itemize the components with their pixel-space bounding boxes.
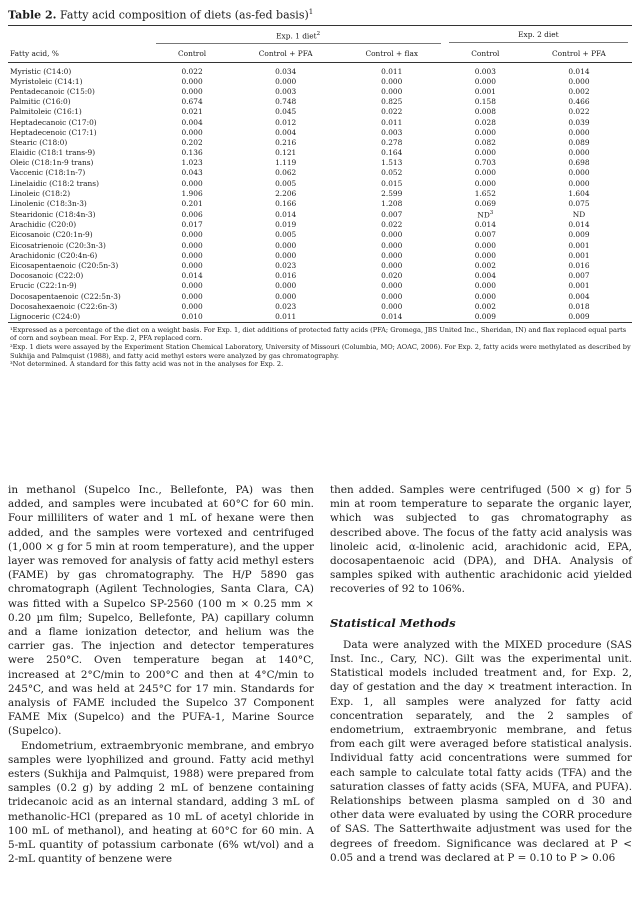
column-header: Control + flax — [339, 47, 445, 63]
table-cell: 0.045 — [275, 107, 297, 117]
fatty-acid-name: Pentadecanoic (C15:0) — [10, 86, 95, 96]
table-caption: Fatty acid composition of diets (as-fed basis) — [59, 8, 309, 22]
right-paragraph-2: Data were analyzed with the MIXED procedure (SAS Inst. Inc., Cary, NC). Gilt was the experimental unit. Statistical models included treatment and, for Exp. 2, day of gestation and the day × treatment interaction. In Exp. 1, all samples were analyzed for fatty acid concentration separately, and the 2 samples of endometrium, extraembryonic membrane, and fetus from each gilt were averaged before statistical analysis. Individual fatty acid concentrations were summed for each sample to calculate total fatty acids (TFA) and the saturation classes of fatty acids (SFA, MUFA, and PUFA). Relationships between plasma sampled on d 30 and other data were evaluated by using the CORR procedure of SAS. The Satterthwaite adjustment was used for the degrees of freedom. Significance was declared at P < 0.05 and a trend was declared at P = 0.10 to P > 0.06 — [330, 638, 632, 864]
table-cell: 0.000 — [381, 261, 403, 271]
table-cell: 0.000 — [381, 76, 403, 86]
table-cell: 1.604 — [568, 188, 590, 198]
table-cell: 0.000 — [474, 148, 496, 158]
group-header-exp1: Exp. 1 diet$^2$ — [152, 26, 445, 47]
fatty-acid-name: Linolenic (C18:3n-3) — [10, 199, 87, 209]
table-cell: 0.748 — [275, 97, 297, 107]
column-header: Control + PFA — [526, 47, 632, 63]
table-cell: 0.000 — [181, 127, 203, 137]
column-header-row — [8, 47, 632, 63]
fatty-acid-name: Palmitic (C16:0) — [10, 97, 71, 107]
table-cell: 0.021 — [181, 107, 203, 117]
table-cell: 0.000 — [275, 291, 297, 301]
table-cell: 0.000 — [568, 76, 590, 86]
column-header: Control + PFA — [233, 47, 339, 63]
fatty-acid-name: Heptadecenoic (C17:1) — [10, 127, 97, 137]
table-cell: 0.016 — [568, 261, 590, 271]
table-cell: 0.000 — [275, 250, 297, 260]
table-cell: 0.000 — [275, 240, 297, 250]
table-cell: 0.000 — [381, 250, 403, 260]
table-cell: 0.014 — [181, 271, 203, 281]
fatty-acid-name: Docosapentaenoic (C22:5n-3) — [10, 291, 121, 301]
table-cell: 0.698 — [568, 158, 590, 168]
fatty-acid-name: Vaccenic (C18:1n-7) — [10, 168, 86, 178]
body-text — [8, 483, 632, 895]
table-cell: 0.703 — [474, 158, 496, 168]
table-cell: 0.825 — [381, 97, 403, 107]
table-cell: 1.513 — [381, 158, 403, 168]
table-row — [8, 117, 632, 127]
fatty-acid-name: Eicosapentaenoic (C20:5n-3) — [10, 261, 119, 271]
table-cell: 0.018 — [568, 301, 590, 311]
table-cell: 0.000 — [275, 281, 297, 291]
fatty-acid-name: Linoleic (C18:2) — [10, 188, 71, 198]
table-cell: 0.000 — [381, 240, 403, 250]
table-cell: $ND^3$ — [477, 209, 494, 220]
table-cell: 0.022 — [568, 107, 590, 117]
table-row — [8, 220, 632, 230]
table-cell: 0.466 — [568, 97, 590, 107]
fatty-acid-name: Elaidic (C18:1 trans-9) — [10, 148, 96, 158]
table-cell: 0.015 — [381, 178, 403, 188]
table-cell: 0.002 — [568, 86, 590, 96]
nd-footnote-mark: 3 — [489, 209, 494, 216]
right-paragraph-1: then added. Samples were centrifuged (500 × g) for 5 min at room temperature to separate the organic layer, which was subjected to gas chromatography as described above. The focus of the fatty acid analysis was linoleic acid, α-linolenic acid, arachidonic acid, EPA, docosapentaenoic acid (DPA), and DHA. Analysis of samples spiked with authentic arachidonic acid yielded recoveries of 92 to 106%. — [330, 484, 632, 596]
table-cell: 0.000 — [568, 178, 590, 188]
table-cell: 2.206 — [275, 188, 297, 198]
column-header: Fatty acid, % — [8, 47, 152, 63]
table-cell: 0.052 — [381, 168, 403, 178]
group-header-exp2: Exp. 2 diet — [445, 26, 632, 47]
footnote-3: ³Not determined. A standard for this fatty acid was not in the analyses for Exp. 2. — [10, 360, 284, 369]
table-cell: 0.023 — [275, 301, 297, 311]
table-cell: 0.000 — [181, 76, 203, 86]
table-cell: 0.164 — [381, 148, 403, 158]
fatty-acid-table — [8, 26, 632, 323]
fatty-acid-name: Eicosatrienoic (C20:3n-3) — [10, 240, 106, 250]
fatty-acid-name: Stearic (C18:0) — [10, 137, 68, 147]
table-row — [8, 178, 632, 188]
table-cell: 0.028 — [474, 117, 496, 127]
table-cell: 0.202 — [181, 137, 203, 147]
table-cell: 0.000 — [181, 261, 203, 271]
table-cell: 0.000 — [181, 250, 203, 260]
table-row — [8, 209, 632, 220]
table-cell: 0.022 — [381, 220, 403, 230]
table-cell: 0.136 — [181, 148, 203, 158]
table-row — [8, 189, 632, 199]
table-cell: 0.003 — [275, 86, 297, 96]
table-row — [8, 138, 632, 148]
table-cell: 0.004 — [474, 271, 496, 281]
table-cell: 0.039 — [568, 117, 590, 127]
table-cell: 0.009 — [568, 230, 590, 240]
table-cell: 0.022 — [181, 66, 203, 76]
table-cell: 0.166 — [275, 199, 297, 209]
fatty-acid-name: Linelaidic (C18:2 trans) — [10, 178, 99, 188]
table-cell: 0.012 — [275, 117, 297, 127]
fatty-acid-name: Arachidonic (C20:4n-6) — [10, 250, 98, 260]
table-footnotes — [8, 326, 632, 369]
section-heading: Statistical Methods — [330, 615, 456, 630]
table-cell: 0.000 — [568, 148, 590, 158]
table-cell: 0.004 — [181, 117, 203, 127]
fatty-acid-name: Docosahexaenoic (C22:6n-3) — [10, 301, 118, 311]
table-cell: 1.119 — [275, 158, 297, 168]
table-row — [8, 158, 632, 168]
caption-footnote-mark: 1 — [308, 8, 314, 16]
table-cell: 0.014 — [568, 220, 590, 230]
table-cell: 0.022 — [381, 107, 403, 117]
table-cell: 0.069 — [474, 199, 496, 209]
fatty-acid-name: Erucic (C22:1n-9) — [10, 281, 77, 291]
table-cell: 0.004 — [275, 127, 297, 137]
table-cell: 0.000 — [474, 127, 496, 137]
table-cell: 0.000 — [381, 291, 403, 301]
table-cell: 0.007 — [381, 209, 403, 219]
table-cell: ND — [572, 209, 586, 219]
table-row — [8, 302, 632, 312]
table-row — [8, 199, 632, 209]
table-cell: 0.000 — [474, 250, 496, 260]
table-cell: 0.014 — [275, 209, 297, 219]
table-cell: 0.000 — [568, 127, 590, 137]
table-cell: 1.023 — [181, 158, 203, 168]
table-cell: 0.082 — [474, 137, 496, 147]
table-cell: 0.278 — [381, 137, 403, 147]
table-cell: 0.674 — [181, 97, 203, 107]
table-cell: 0.020 — [381, 271, 403, 281]
fatty-acid-name: Stearidonic (C18:4n-3) — [10, 209, 96, 219]
table-cell: 0.001 — [568, 281, 590, 291]
table-cell: 0.014 — [474, 220, 496, 230]
table-cell: 0.158 — [474, 97, 496, 107]
table-cell: 0.017 — [181, 220, 203, 230]
left-paragraph-2: Endometrium, extraembryonic membrane, and embryo samples were lyophilized and ground. Fatty acid methyl esters (Sukhija and Palmquist, 1988) were prepared from samples (0.2 g) by adding 2 mL of benzene containing tridecanoic acid as an internal standard, adding 3 mL of methanolic-HCl (prepared as 10 mL of acetyl chloride in 100 mL of methanol), and heating at 60°C for 60 min. A 5-mL quantity of potassium carbonate (6% wt/vol) and a 2-mL quantity of benzene were — [8, 739, 314, 866]
table-cell: 0.016 — [275, 271, 297, 281]
table-row — [8, 271, 632, 281]
table-cell: 0.000 — [181, 178, 203, 188]
table-cell: 0.006 — [181, 209, 203, 219]
table-cell: 1.906 — [181, 188, 203, 198]
table-cell: 0.000 — [181, 291, 203, 301]
table-cell: 0.043 — [181, 168, 203, 178]
table-cell: 0.000 — [381, 301, 403, 311]
fatty-acid-name: Lignoceric (C24:0) — [8, 312, 152, 323]
fatty-acid-name: Docosanoic (C22:0) — [10, 271, 84, 281]
table-cell: 1.652 — [474, 188, 496, 198]
table-row — [8, 168, 632, 178]
table-cell: 0.014 — [568, 66, 590, 76]
table-cell: 0.005 — [275, 230, 297, 240]
table-cell: 0.075 — [568, 199, 590, 209]
fatty-acid-name: Arachidic (C20:0) — [10, 220, 77, 230]
table-cell: 0.201 — [181, 199, 203, 209]
table-cell: 0.014 — [339, 312, 445, 323]
table-cell: 0.000 — [474, 76, 496, 86]
table-row — [8, 230, 632, 240]
right-column — [330, 483, 632, 865]
table-row — [8, 148, 632, 158]
table-row — [8, 240, 632, 250]
table-cell: 1.208 — [381, 199, 403, 209]
table-cell: 0.005 — [275, 178, 297, 188]
fatty-acid-name: Heptadecanoic (C17:0) — [10, 117, 97, 127]
table-row — [8, 97, 632, 107]
table-row — [8, 281, 632, 291]
table-cell: 0.004 — [568, 291, 590, 301]
table-cell: 0.019 — [275, 220, 297, 230]
table-cell: 0.000 — [474, 168, 496, 178]
table-label: Table 2. — [8, 8, 57, 22]
table-cell: 0.001 — [568, 240, 590, 250]
table-cell: 0.000 — [181, 301, 203, 311]
table-cell: 0.011 — [381, 117, 403, 127]
table-cell: 0.000 — [181, 240, 203, 250]
table-cell: 0.008 — [474, 107, 496, 117]
fatty-acid-name: Eicosanoic (C20:1n-9) — [10, 230, 93, 240]
table-cell: 0.010 — [152, 312, 233, 323]
table-row — [8, 87, 632, 97]
table-cell: 0.001 — [568, 250, 590, 260]
table-row — [8, 77, 632, 87]
table-cell: 0.000 — [474, 291, 496, 301]
table-cell: 0.002 — [474, 261, 496, 271]
left-paragraph-1: in methanol (Supelco Inc., Bellefonte, PA) was then added, and samples were incubated at 60°C for 60 min. Four milliliters of water and 1 mL of hexane were then added, and the samples were vortexed and centrifuged (1,000 × g for 5 min at room temperature), and the upper layer was removed for analysis of fatty acid methyl esters (FAME) by gas chromatography. The H/P 5890 gas chromatograph (Agilent Technologies, Santa Clara, CA) was fitted with a Supelco SP-2560 (100 m × 0.25 mm × 0.20 µm film; Supelco, Bellefonte, PA) capillary column and a flame ionization detector, and helium was the carrier gas. The injection and detector temperatures were 250°C. Oven temperature began at 140°C, increased at 2°C/min to 200°C and then at 4°C/min to 245°C, and was held at 245°C for 17 min. Standards for analysis of FAME included the Supelco 37 Component FAME Mix (Supelco) and the PUFA-1, Marine Source (Supelco). — [8, 484, 314, 738]
table-cell: 0.003 — [381, 127, 403, 137]
table-cell: 0.003 — [474, 66, 496, 76]
footnote-2: ²Exp. 1 diets were assayed by the Experiment Station Chemical Laboratory, University of Missouri (Columbia, MO; AOAC, 2006). For Exp. 2, fatty acids were methylated as described by Sukhija and Palmquist (1988), and fatty acid methyl esters were analyzed by gas chromatography. — [10, 343, 631, 360]
table-cell: 0.000 — [568, 168, 590, 178]
table-cell: 0.011 — [381, 66, 403, 76]
table-cell: 0.000 — [381, 86, 403, 96]
left-column — [8, 483, 314, 866]
table-cell: 0.007 — [474, 230, 496, 240]
table-cell: 0.000 — [474, 240, 496, 250]
table-title — [8, 5, 632, 23]
table-cell: 0.023 — [275, 261, 297, 271]
table-cell: 0.009 — [526, 312, 632, 323]
table-cell: 0.000 — [474, 281, 496, 291]
table-cell: 2.599 — [381, 188, 403, 198]
table-cell: 0.000 — [474, 178, 496, 188]
fatty-acid-name: Oleic (C18:1n-9 trans) — [10, 158, 94, 168]
table-cell: 0.009 — [445, 312, 526, 323]
table-cell: 0.000 — [381, 230, 403, 240]
table-row — [8, 261, 632, 271]
footnote-1: ¹Expressed as a percentage of the diet on a weight basis. For Exp. 1, diet additions of protected fatty acids (PFA; Gromega, JBS United Inc., Sheridan, IN) and flax replaced equal parts of corn and soybean meal. For Exp. 2, PFA replaced corn. — [10, 325, 627, 343]
table-cell: 0.000 — [181, 281, 203, 291]
table-row — [8, 251, 632, 261]
table-row — [8, 63, 632, 77]
fatty-acid-name: Palmitoleic (C16:1) — [10, 107, 82, 117]
table-cell: 0.001 — [474, 86, 496, 96]
table-cell: 0.000 — [381, 281, 403, 291]
table-cell: 0.216 — [275, 137, 297, 147]
table-cell: 0.062 — [275, 168, 297, 178]
table-row — [8, 312, 632, 323]
table-cell: 0.007 — [568, 271, 590, 281]
table-cell: 0.000 — [275, 76, 297, 86]
fatty-acid-name: Myristic (C14:0) — [10, 66, 72, 76]
table-row — [8, 107, 632, 117]
table-cell: 0.034 — [275, 66, 297, 76]
fatty-acid-name: Myristoleic (C14:1) — [10, 76, 83, 86]
table-cell: 0.000 — [181, 230, 203, 240]
table-cell: 0.002 — [474, 301, 496, 311]
table-cell: 0.000 — [181, 86, 203, 96]
column-header: Control — [445, 47, 526, 63]
column-header: Control — [152, 47, 233, 63]
table-cell: 0.011 — [233, 312, 339, 323]
table-cell: 0.089 — [568, 137, 590, 147]
table-row — [8, 127, 632, 137]
table-2 — [8, 5, 632, 369]
table-cell: 0.121 — [275, 148, 297, 158]
table-row — [8, 291, 632, 301]
